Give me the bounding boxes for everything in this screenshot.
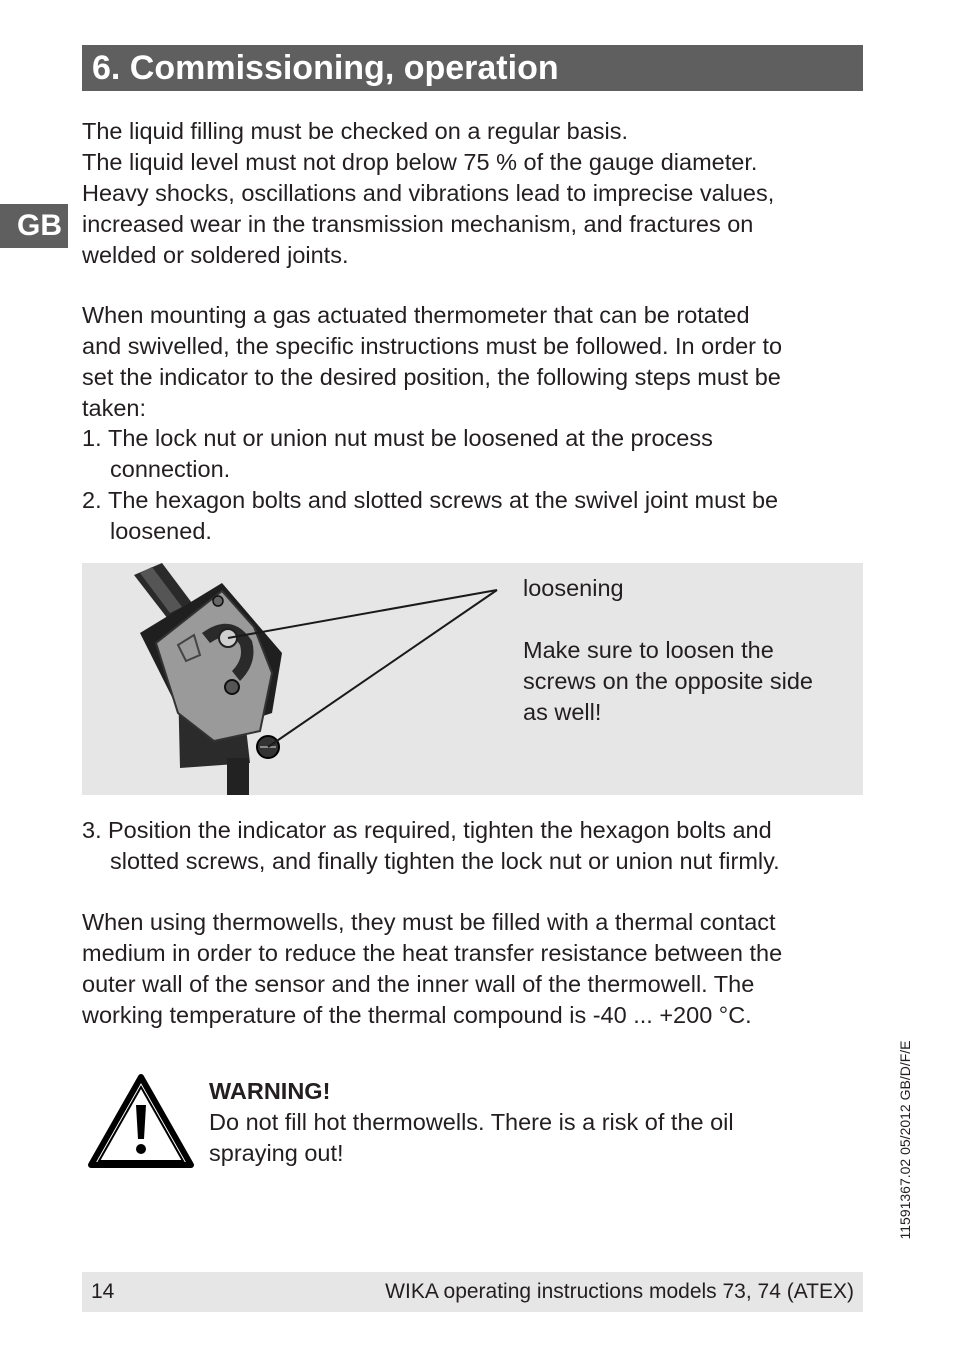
text-line: When using thermowells, they must be filled with a thermal contact <box>82 909 776 935</box>
text-line: and swivelled, the specific instructions must be followed. In order to <box>82 333 783 359</box>
step-text: Position the indicator as required, tighten the hexagon bolts and <box>108 817 772 843</box>
step-text: The lock nut or union nut must be loosened at the process <box>108 425 713 451</box>
step-text: loosened. <box>110 518 212 544</box>
warning-triangle-icon <box>87 1073 195 1169</box>
text-line: When mounting a gas actuated thermometer that can be rotated <box>82 302 750 328</box>
document-id: 11591367.02 05/2012 GB/D/F/E <box>897 1040 913 1240</box>
step-number: 2. <box>82 487 102 513</box>
document-title: WIKA operating instructions models 73, 74 (ATEX) <box>385 1280 854 1303</box>
text-line: Heavy shocks, oscillations and vibrations lead to imprecise values, <box>82 180 775 206</box>
warning-title: WARNING! <box>209 1078 331 1104</box>
text-line: medium in order to reduce the heat transfer resistance between the <box>82 940 783 966</box>
paragraph-liquid-filling <box>82 116 774 271</box>
paragraph-thermowells <box>82 907 782 1031</box>
text-line: increased wear in the transmission mechanism, and fractures on <box>82 211 754 237</box>
figure-swivel-joint <box>82 563 863 795</box>
text-line: taken: <box>82 395 147 421</box>
paragraph-mounting <box>82 300 782 424</box>
section-title: 6. Commissioning, operation <box>82 45 863 91</box>
page-number: 14 <box>91 1280 115 1303</box>
step-text: connection. <box>110 456 231 482</box>
step-number: 3. <box>82 817 102 843</box>
step-text: slotted screws, and finally tighten the lock nut or union nut firmly. <box>110 848 780 874</box>
step-number: 1. <box>82 425 102 451</box>
warning-text <box>209 1107 734 1169</box>
step-text: The hexagon bolts and slotted screws at the swivel joint must be <box>108 487 779 513</box>
language-tab: GB <box>0 204 68 248</box>
text-line: set the indicator to the desired position, the following steps must be <box>82 364 781 390</box>
text-line: screws on the opposite side <box>523 668 813 694</box>
text-line: spraying out! <box>209 1140 344 1166</box>
page-footer <box>82 1272 863 1312</box>
figure-caption-note <box>523 635 813 728</box>
text-line: Do not fill hot thermowells. There is a risk of the oil <box>209 1109 734 1135</box>
text-line: as well! <box>523 699 602 725</box>
text-line: outer wall of the sensor and the inner wall of the thermowell. The <box>82 971 755 997</box>
figure-caption-label: loosening <box>523 575 624 601</box>
text-line: The liquid level must not drop below 75 % of the gauge diameter. <box>82 149 758 175</box>
text-line: welded or soldered joints. <box>82 242 349 268</box>
text-line: working temperature of the thermal compound is -40 ... +200 °C. <box>82 1002 752 1028</box>
text-line: Make sure to loosen the <box>523 637 774 663</box>
text-line: The liquid filling must be checked on a regular basis. <box>82 118 629 144</box>
